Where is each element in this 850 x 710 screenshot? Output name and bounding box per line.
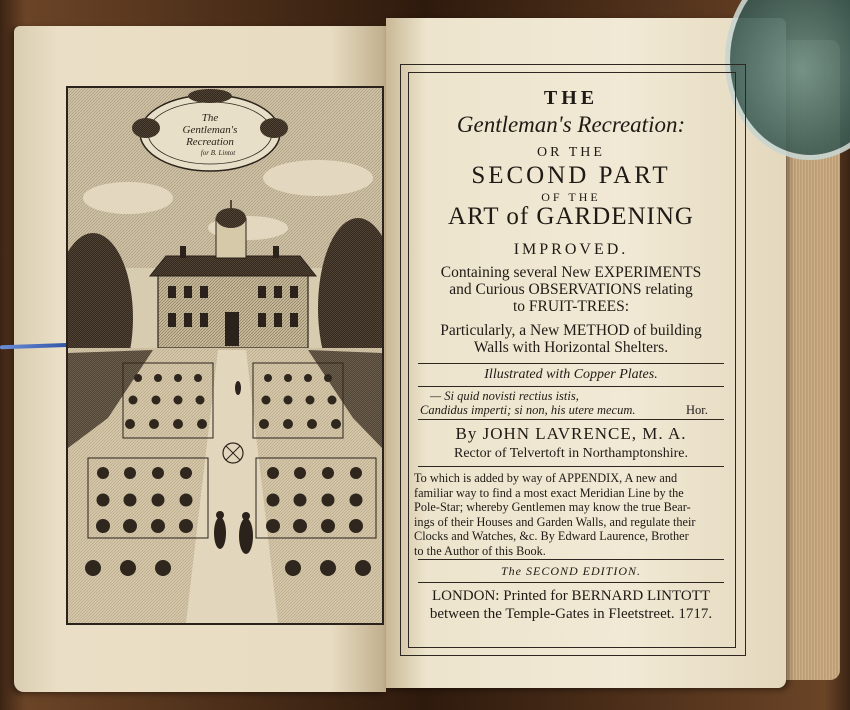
divider-rule <box>418 466 724 467</box>
cartouche-line-3: Recreation <box>186 136 234 148</box>
containing-line-2: and Curious OBSERVATIONS relating <box>449 281 693 298</box>
divider-rule <box>418 363 724 364</box>
containing-line-3: to FRUIT-TREES: <box>512 298 630 315</box>
latin-epigraph-line-1: — Si quid novisti rectius istis, <box>430 389 579 403</box>
edition-note: The SECOND EDITION. <box>500 564 641 578</box>
cartouche-line-1: The <box>201 112 219 124</box>
divider-rule <box>418 559 724 560</box>
latin-epigraph-line-2: Candidus imperti; si non, his utere mecum. <box>420 403 636 417</box>
author-line: By JOHN LAVRENCE, M. A. <box>455 424 687 443</box>
appendix-line-6: to the Author of this Book. <box>414 543 546 558</box>
appendix-line-3: Pole-Star; whereby Gentlemen may know the true Bear- <box>414 500 691 514</box>
appendix-line-4: ings of their Houses and Garden Walls, and regulate their <box>414 514 696 529</box>
title-improved: IMPROVED. <box>513 241 629 258</box>
imprint-line-2: between the Temple-Gates in Fleetstreet. 1717. <box>429 606 713 622</box>
appendix-line-1: To which is added by way of APPENDIX, A new and <box>414 471 678 485</box>
divider-rule <box>418 386 724 387</box>
epigraph-attribution: Hor. <box>686 403 708 417</box>
cartouche-line-4: for B. Lintot <box>200 149 236 157</box>
title-of-the: OF THE <box>541 190 601 204</box>
title-second-part: SECOND PART <box>471 162 671 189</box>
frontispiece-engraving <box>66 86 384 625</box>
particularly-line-2: Walls with Horizontal Shelters. <box>473 339 669 356</box>
appendix-line-5: Clocks and Watches, &c. By Edward Laurence, Brother <box>414 529 689 543</box>
author-position: Rector of Telvertoft in Northamptonshire. <box>454 446 688 461</box>
containing-line-1: Containing several New EXPERIMENTS <box>440 264 702 281</box>
title-or-the: OR THE <box>537 145 605 160</box>
divider-rule <box>418 582 724 583</box>
cartouche-line-2: Gentleman's <box>182 124 238 136</box>
divider-rule <box>418 419 724 420</box>
imprint-line-1: LONDON: Printed for BERNARD LINTOTT <box>431 588 711 604</box>
particularly-line-1: Particularly, a New METHOD of building <box>440 322 702 339</box>
appendix-line-2: familiar way to find a most exact Meridian Line by the <box>414 485 684 500</box>
title-art-of-gardening: ART of GARDENING <box>448 203 694 230</box>
appendix-paragraph <box>414 471 730 558</box>
title-the: THE <box>543 87 599 109</box>
illustrated-note: Illustrated with Copper Plates. <box>484 367 658 382</box>
title-main: Gentleman's Recreation: <box>456 112 686 137</box>
